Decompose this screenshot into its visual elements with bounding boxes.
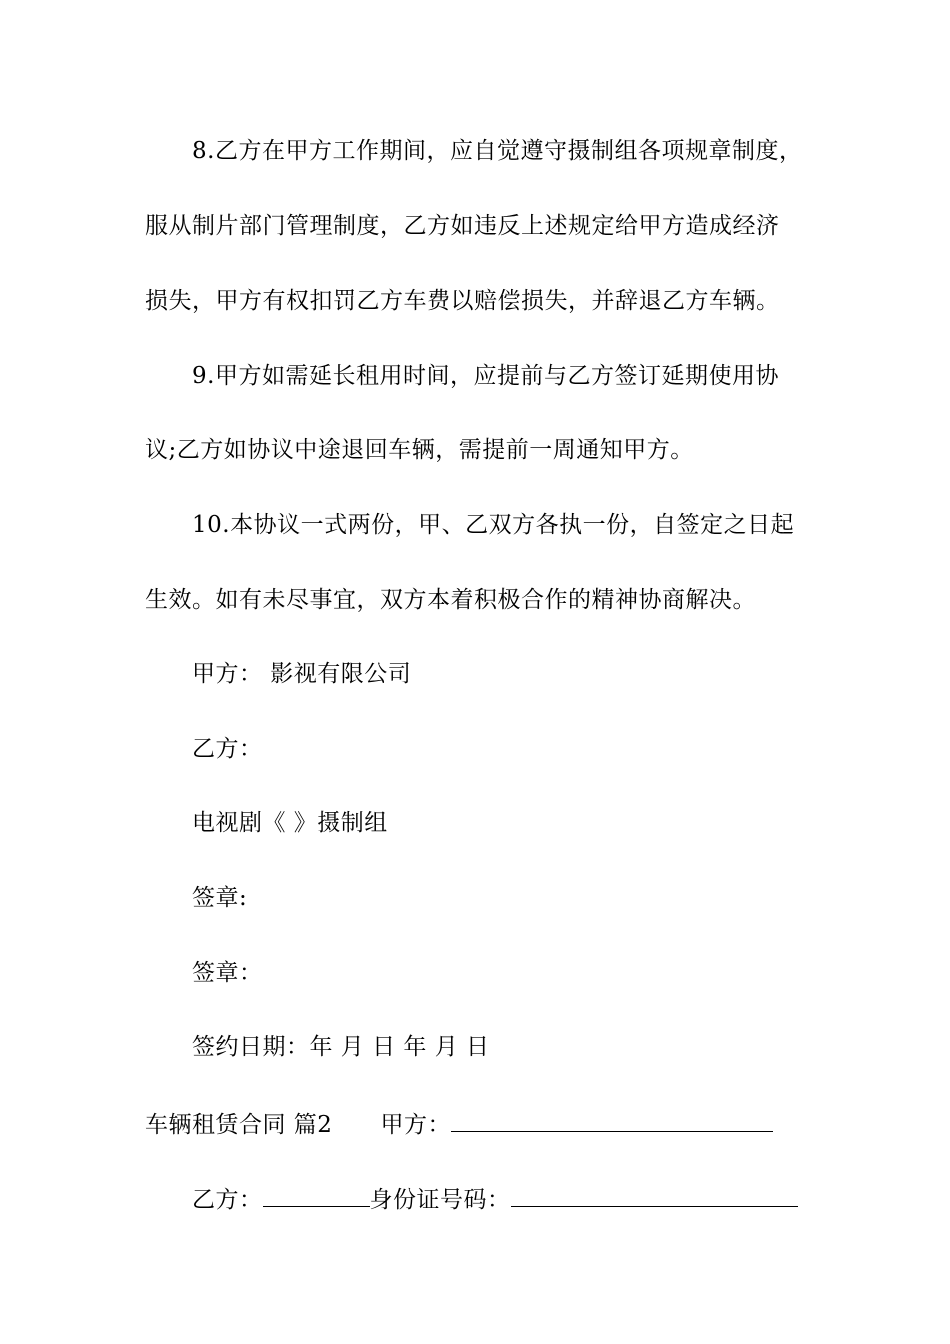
contract-2-title: 车辆租赁合同 篇2	[145, 1112, 333, 1138]
id-number-blank[interactable]	[511, 1182, 798, 1207]
clause-10-line-1: 10.本协议一式两份，甲、乙双方各执一份，自签定之日起	[192, 512, 795, 538]
clause-10-line-2: 生效。如有未尽事宜，双方本着积极合作的精神协商解决。	[145, 587, 756, 613]
seal-line-2: 签章：	[192, 960, 263, 986]
contract-2-party-b-row	[192, 1182, 798, 1215]
party-b-signature: 乙方：	[192, 736, 263, 762]
clause-8-line-2: 服从制片部门管理制度，乙方如违反上述规定给甲方造成经济	[145, 213, 780, 239]
clause-8-line-3: 损失，甲方有权扣罚乙方车费以赔偿损失，并辞退乙方车辆。	[145, 288, 780, 314]
contract-2-header	[145, 1107, 773, 1140]
party-a-blank[interactable]	[451, 1107, 773, 1132]
crew-name: 电视剧《 》摄制组	[192, 810, 388, 836]
seal-line-1: 签章:	[192, 885, 248, 911]
party-a-signature: 甲方： 影视有限公司	[192, 661, 412, 687]
clause-8-line-1: 8.乙方在甲方工作期间，应自觉遵守摄制组各项规章制度，	[192, 138, 803, 164]
signing-date: 签约日期：年 月 日 年 月 日	[192, 1034, 490, 1060]
contract-2-party-b-label: 乙方：	[192, 1187, 263, 1213]
party-b-blank[interactable]	[263, 1182, 370, 1207]
clause-9-line-1: 9.甲方如需延长租用时间，应提前与乙方签订延期使用协	[192, 363, 779, 389]
clause-9-line-2: 议;乙方如协议中途退回车辆，需提前一周通知甲方。	[145, 437, 694, 463]
contract-2-party-a-label: 甲方：	[380, 1112, 451, 1138]
contract-2-id-label: 身份证号码：	[369, 1187, 511, 1213]
